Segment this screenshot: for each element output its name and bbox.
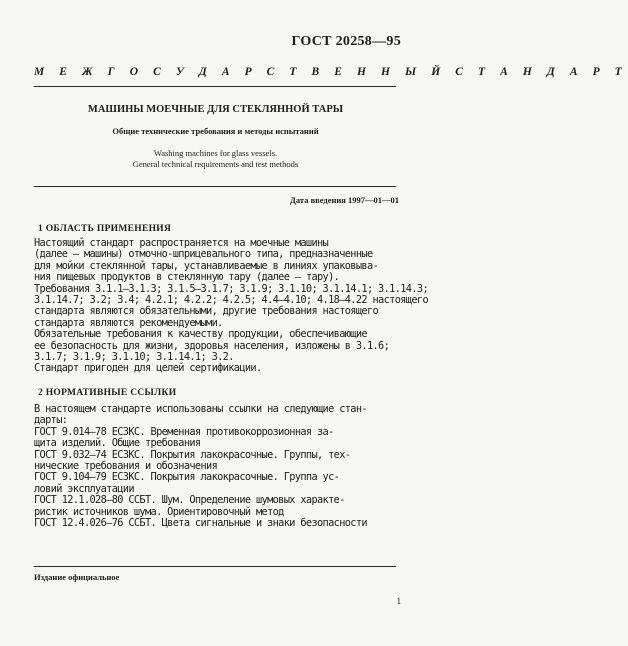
- gost-number: ГОСТ 20258—95: [291, 34, 401, 49]
- text-line: стандарта являются рекомендуемыми.: [34, 316, 223, 329]
- section-2-body: [34, 404, 396, 529]
- official-edition-label: Издание официальное: [34, 572, 120, 582]
- text-line: ния пищевых продуктов в стеклянную тару (далее — тару).: [34, 271, 340, 284]
- text-line: Требования 3.1.1—3.1.3; 3.1.5—3.1.7; 3.1.9; 3.1.10; 3.1.14.1; 3.1.14.3;: [34, 282, 428, 295]
- text-line: ГОСТ 12.1.028—80 ССБТ. Шум. Определение шумовых характе-: [34, 494, 345, 507]
- text-line: стандарта являются обязательными, другие требования настоящего: [34, 305, 379, 318]
- text-line: для мойки стеклянной тары, устанавливаемые в линиях упаковыва-: [34, 259, 379, 272]
- top-rule: [34, 86, 396, 87]
- text-line: ристик источников шума. Ориентировочный метод: [34, 505, 284, 518]
- text-line: 3.1.14.7; 3.2; 3.4; 4.2.1; 4.2.2; 4.2.5; 4.4—4.10; 4.18—4.22 настоящего: [34, 293, 428, 306]
- document-subtitle: Общие технические требования и методы испытаний: [112, 126, 319, 136]
- title-rule: [34, 186, 396, 187]
- text-line: В настоящем стандарте использованы ссылки на следующие стан-: [34, 403, 367, 415]
- text-line: 3.1.7; 3.1.9; 3.1.10; 3.1.14.1; 3.2.: [34, 350, 234, 363]
- text-line: ловий эксплуатации: [34, 482, 134, 495]
- section-1-body: [34, 237, 428, 375]
- document-title: МАШИНЫ МОЕЧНЫЕ ДЛЯ СТЕКЛЯННОЙ ТАРЫ: [87, 104, 344, 115]
- standard-type-banner: М Е Ж Г О С У Д А Р С Т В Е Н Н Ы Й С Т А Н Д А Р Т: [34, 66, 628, 78]
- text-line: ГОСТ 9.014—78 ЕСЗКС. Временная противокоррозионная за-: [34, 425, 334, 438]
- intro-date: Дата введения 1997—01—01: [290, 195, 399, 205]
- text-line: Стандарт пригоден для целей сертификации.: [34, 362, 262, 375]
- section-1-heading: 1 ОБЛАСТЬ ПРИМЕНЕНИЯ: [38, 224, 172, 234]
- text-line: нические требования и обозначения: [34, 459, 218, 472]
- text-line: ее безопасность для жизни, здоровья населения, изложены в 3.1.6;: [34, 339, 390, 352]
- text-line: Обязательные требования к качеству продукции, обеспечивающие: [34, 328, 367, 341]
- english-title-line-1: Washing machines for glass vessels.: [153, 148, 278, 158]
- footer-rule: [34, 566, 396, 567]
- text-line: Настоящий стандарт распространяется на моечные машины: [34, 237, 329, 249]
- text-line: щита изделий. Общие требования: [34, 437, 201, 450]
- section-2-heading: 2 НОРМАТИВНЫЕ ССЫЛКИ: [38, 388, 177, 398]
- text-line: (далее — машины) отмочно-шприцевального типа, предназначенные: [34, 248, 373, 261]
- text-line: дарты:: [34, 414, 68, 427]
- text-line: ГОСТ 9.104—79 ЕСЗКС. Покрытия лакокрасочные. Группа ус-: [34, 471, 340, 484]
- text-line: ГОСТ 9.032—74 ЕСЗКС. Покрытия лакокрасочные. Группы, тех-: [34, 448, 351, 461]
- text-line: ГОСТ 12.4.026—76 ССБТ. Цвета сигнальные и знаки безопасности: [34, 516, 367, 529]
- page-number: 1: [396, 596, 401, 606]
- english-title-line-2: General technical requirements and test methods: [132, 159, 299, 169]
